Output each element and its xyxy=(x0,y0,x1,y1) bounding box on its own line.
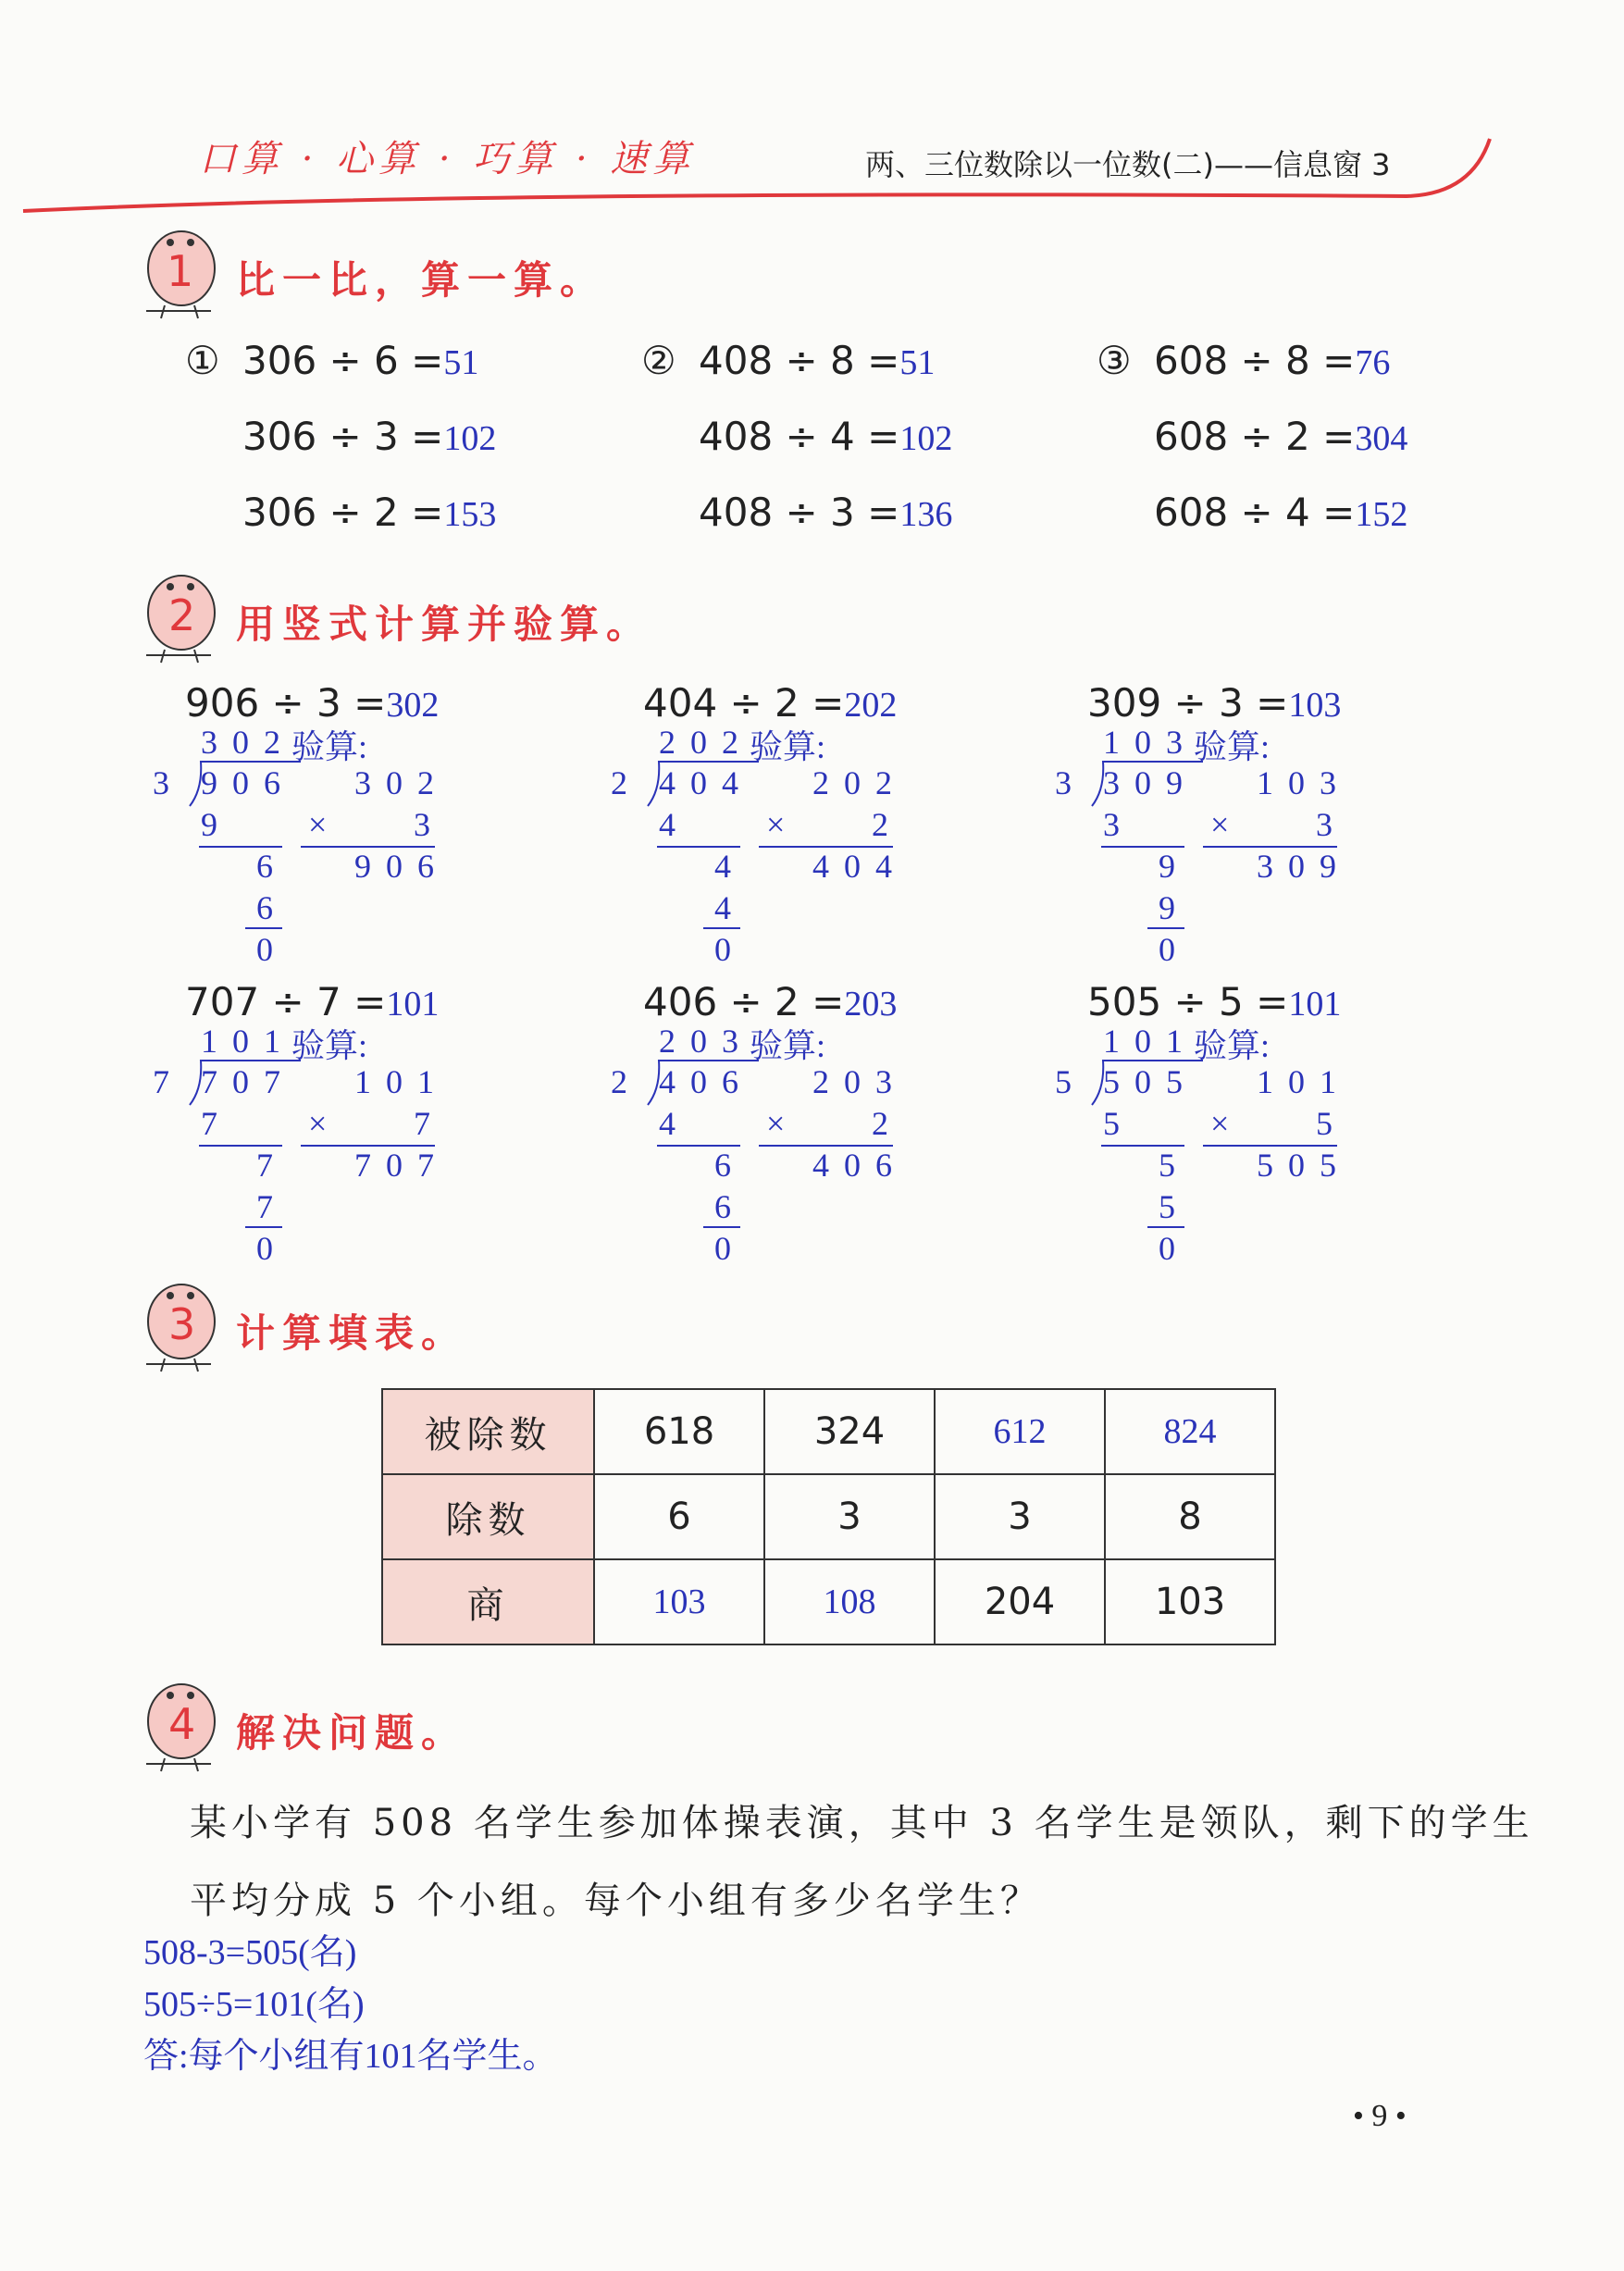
ld-quotient: 302 xyxy=(201,724,295,761)
table-cell-answer: 103 xyxy=(594,1559,764,1644)
table-cell: 8 xyxy=(1105,1474,1275,1559)
s1-g3-r2: 608 ÷ 2 =304 xyxy=(1154,414,1408,459)
ld-bracket-lines xyxy=(153,680,458,976)
ld-remainder: 0 xyxy=(256,1230,288,1267)
ld-expr: 309 ÷ 3 = xyxy=(1087,680,1289,726)
page-number: • 9 • xyxy=(1353,2099,1407,2133)
ld-step3: 6 xyxy=(256,889,288,926)
ld-mul-a: 203 xyxy=(812,1063,907,1100)
ld-divisor: 7 xyxy=(153,1063,184,1100)
ld-expr: 707 ÷ 7 = xyxy=(185,979,387,1024)
table-cell: 3 xyxy=(935,1474,1105,1559)
ld-answer: 302 xyxy=(386,686,440,725)
ld-step2: 6 xyxy=(714,1147,746,1184)
ld-step3: 9 xyxy=(1159,889,1190,926)
ld-bracket-lines xyxy=(611,979,916,1275)
ld-step1: 4 xyxy=(659,1105,690,1142)
ld-step2: 5 xyxy=(1159,1147,1190,1184)
solution-line-1: 508-3=505(名) xyxy=(143,1933,357,1972)
ld-check-label: 验算: xyxy=(1194,728,1271,765)
table-row xyxy=(382,1389,1275,1474)
ld-quotient: 101 xyxy=(201,1023,295,1060)
ld-step2: 4 xyxy=(714,848,746,885)
table-cell: 6 xyxy=(594,1474,764,1559)
table-cell: 324 xyxy=(764,1389,935,1474)
ld-dividend: 505 xyxy=(1103,1063,1197,1100)
ld-answer: 202 xyxy=(844,686,898,725)
s1-g2-r2: 408 ÷ 4 =102 xyxy=(699,414,953,459)
ld-mul-b: 3 xyxy=(1316,806,1347,843)
ld-expr: 406 ÷ 2 = xyxy=(643,979,845,1024)
ld-step1: 3 xyxy=(1103,806,1134,843)
ld-dividend: 309 xyxy=(1103,764,1197,801)
table-head-quotient: 商 xyxy=(382,1559,594,1644)
ld-step1: 9 xyxy=(201,806,232,843)
ld-remainder: 0 xyxy=(714,1230,746,1267)
s1-g3-r1: 608 ÷ 8 =76 xyxy=(1154,338,1391,383)
ld-quotient: 101 xyxy=(1103,1023,1197,1060)
header-swoosh xyxy=(0,0,1624,241)
ld-mul-result: 404 xyxy=(812,848,907,885)
ld-step1: 5 xyxy=(1103,1105,1134,1142)
s1-g1-label: ① xyxy=(185,338,220,383)
ld-mul-result: 309 xyxy=(1257,848,1351,885)
ld-mul-b: 2 xyxy=(872,1105,903,1142)
section-4-number: 4 xyxy=(168,1699,196,1749)
table-cell: 204 xyxy=(935,1559,1105,1644)
ld-remainder: 0 xyxy=(1159,931,1190,968)
ld-remainder: 0 xyxy=(714,931,746,968)
s1-g2-r3: 408 ÷ 3 =136 xyxy=(699,490,953,535)
ld-bracket-lines xyxy=(153,979,458,1275)
ld-mul-b: 2 xyxy=(872,806,903,843)
problem-text-line-1: 某小学有 508 名学生参加体操表演，其中 3 名学生是领队，剩下的学生 xyxy=(190,1802,1534,1844)
ld-mul-a: 302 xyxy=(354,764,449,801)
ld-mul-a: 103 xyxy=(1257,764,1351,801)
ld-check-label: 验算: xyxy=(1194,1027,1271,1064)
ld-quotient: 202 xyxy=(659,724,753,761)
ld-answer: 103 xyxy=(1288,686,1342,725)
table-head-divisor: 除数 xyxy=(382,1474,594,1559)
ld-mul-a: 202 xyxy=(812,764,907,801)
table-cell-answer: 824 xyxy=(1105,1389,1275,1474)
ld-mul-a: 101 xyxy=(1257,1063,1351,1100)
ld-dividend: 707 xyxy=(201,1063,295,1100)
ld-bracket-lines xyxy=(1055,979,1360,1275)
ld-expr: 906 ÷ 3 = xyxy=(185,680,387,726)
ld-bracket-lines xyxy=(611,680,916,976)
ld-quotient: 103 xyxy=(1103,724,1197,761)
table-cell: 618 xyxy=(594,1389,764,1474)
ld-mul-x: × xyxy=(766,1105,800,1142)
section-4-title: 解决问题。 xyxy=(236,1710,468,1756)
ld-check-label: 验算: xyxy=(291,1027,368,1064)
ld-mul-b: 5 xyxy=(1316,1105,1347,1142)
table-cell: 103 xyxy=(1105,1559,1275,1644)
ld-check-label: 验算: xyxy=(750,1027,826,1064)
ld-mul-result: 406 xyxy=(812,1147,907,1184)
ld-mul-x: × xyxy=(308,806,342,843)
ld-step3: 7 xyxy=(256,1188,288,1225)
long-division-problem xyxy=(153,680,458,976)
ld-step2: 6 xyxy=(256,848,288,885)
ld-bracket-lines xyxy=(1055,680,1360,976)
s1-g2-r1: 408 ÷ 8 =51 xyxy=(699,338,936,383)
s1-g1-r3: 306 ÷ 2 =153 xyxy=(242,490,497,535)
ld-divisor: 2 xyxy=(611,764,642,801)
long-division-problem xyxy=(153,979,458,1275)
long-division-problem xyxy=(1055,979,1360,1275)
table-cell: 3 xyxy=(764,1474,935,1559)
ld-answer: 203 xyxy=(844,985,898,1024)
table-row xyxy=(382,1474,1275,1559)
section-2-number: 2 xyxy=(168,590,196,640)
ld-answer: 101 xyxy=(1288,985,1342,1024)
ld-mul-x: × xyxy=(766,806,800,843)
table-row xyxy=(382,1559,1275,1644)
solution-line-2: 505÷5=101(名) xyxy=(143,1985,365,2024)
ld-step3: 6 xyxy=(714,1188,746,1225)
ld-step3: 5 xyxy=(1159,1188,1190,1225)
ld-step1: 7 xyxy=(201,1105,232,1142)
section-1-title: 比一比，算一算。 xyxy=(236,257,607,303)
ld-expr: 404 ÷ 2 = xyxy=(643,680,845,726)
ld-mul-result: 505 xyxy=(1257,1147,1351,1184)
ld-mul-x: × xyxy=(308,1105,342,1142)
long-division-problem xyxy=(611,979,916,1275)
s1-g3-label: ③ xyxy=(1097,338,1132,383)
ld-quotient: 203 xyxy=(659,1023,753,1060)
ld-divisor: 2 xyxy=(611,1063,642,1100)
ld-mul-result: 906 xyxy=(354,848,449,885)
table-head-dividend: 被除数 xyxy=(382,1389,594,1474)
s1-g1-r1: 306 ÷ 6 =51 xyxy=(242,338,479,383)
s1-g1-r2: 306 ÷ 3 =102 xyxy=(242,414,497,459)
division-table xyxy=(381,1388,1276,1645)
header-left-title: 口算 · 心算 · 巧算 · 速算 xyxy=(199,138,696,180)
ld-mul-x: × xyxy=(1210,1105,1245,1142)
ld-mul-result: 707 xyxy=(354,1147,449,1184)
ld-step1: 4 xyxy=(659,806,690,843)
s1-g2-label: ② xyxy=(641,338,676,383)
ld-check-label: 验算: xyxy=(750,728,826,765)
header-right-title: 两、三位数除以一位数(二)——信息窗 3 xyxy=(865,147,1391,182)
ld-step2: 9 xyxy=(1159,848,1190,885)
ld-step2: 7 xyxy=(256,1147,288,1184)
ld-mul-b: 3 xyxy=(414,806,445,843)
solution-answer: 答:每个小组有101名学生。 xyxy=(143,2037,558,2076)
ld-expr: 505 ÷ 5 = xyxy=(1087,979,1289,1024)
section-2-title: 用竖式计算并验算。 xyxy=(236,602,653,647)
table-cell-answer: 108 xyxy=(764,1559,935,1644)
ld-mul-x: × xyxy=(1210,806,1245,843)
s1-g3-r3: 608 ÷ 4 =152 xyxy=(1154,490,1408,535)
long-division-problem xyxy=(611,680,916,976)
ld-dividend: 906 xyxy=(201,764,295,801)
ld-divisor: 3 xyxy=(153,764,184,801)
problem-text-line-2: 平均分成 5 个小组。每个小组有多少名学生？ xyxy=(190,1880,1042,1922)
ld-remainder: 0 xyxy=(256,931,288,968)
section-3-title: 计算填表。 xyxy=(236,1310,468,1356)
table-cell-answer: 612 xyxy=(935,1389,1105,1474)
ld-check-label: 验算: xyxy=(291,728,368,765)
ld-divisor: 3 xyxy=(1055,764,1086,801)
section-3-number: 3 xyxy=(168,1299,196,1349)
ld-mul-b: 7 xyxy=(414,1105,445,1142)
ld-mul-a: 101 xyxy=(354,1063,449,1100)
ld-dividend: 406 xyxy=(659,1063,753,1100)
section-1-number: 1 xyxy=(167,246,194,296)
ld-remainder: 0 xyxy=(1159,1230,1190,1267)
ld-divisor: 5 xyxy=(1055,1063,1086,1100)
ld-answer: 101 xyxy=(386,985,440,1024)
ld-step3: 4 xyxy=(714,889,746,926)
long-division-problem xyxy=(1055,680,1360,976)
ld-dividend: 404 xyxy=(659,764,753,801)
